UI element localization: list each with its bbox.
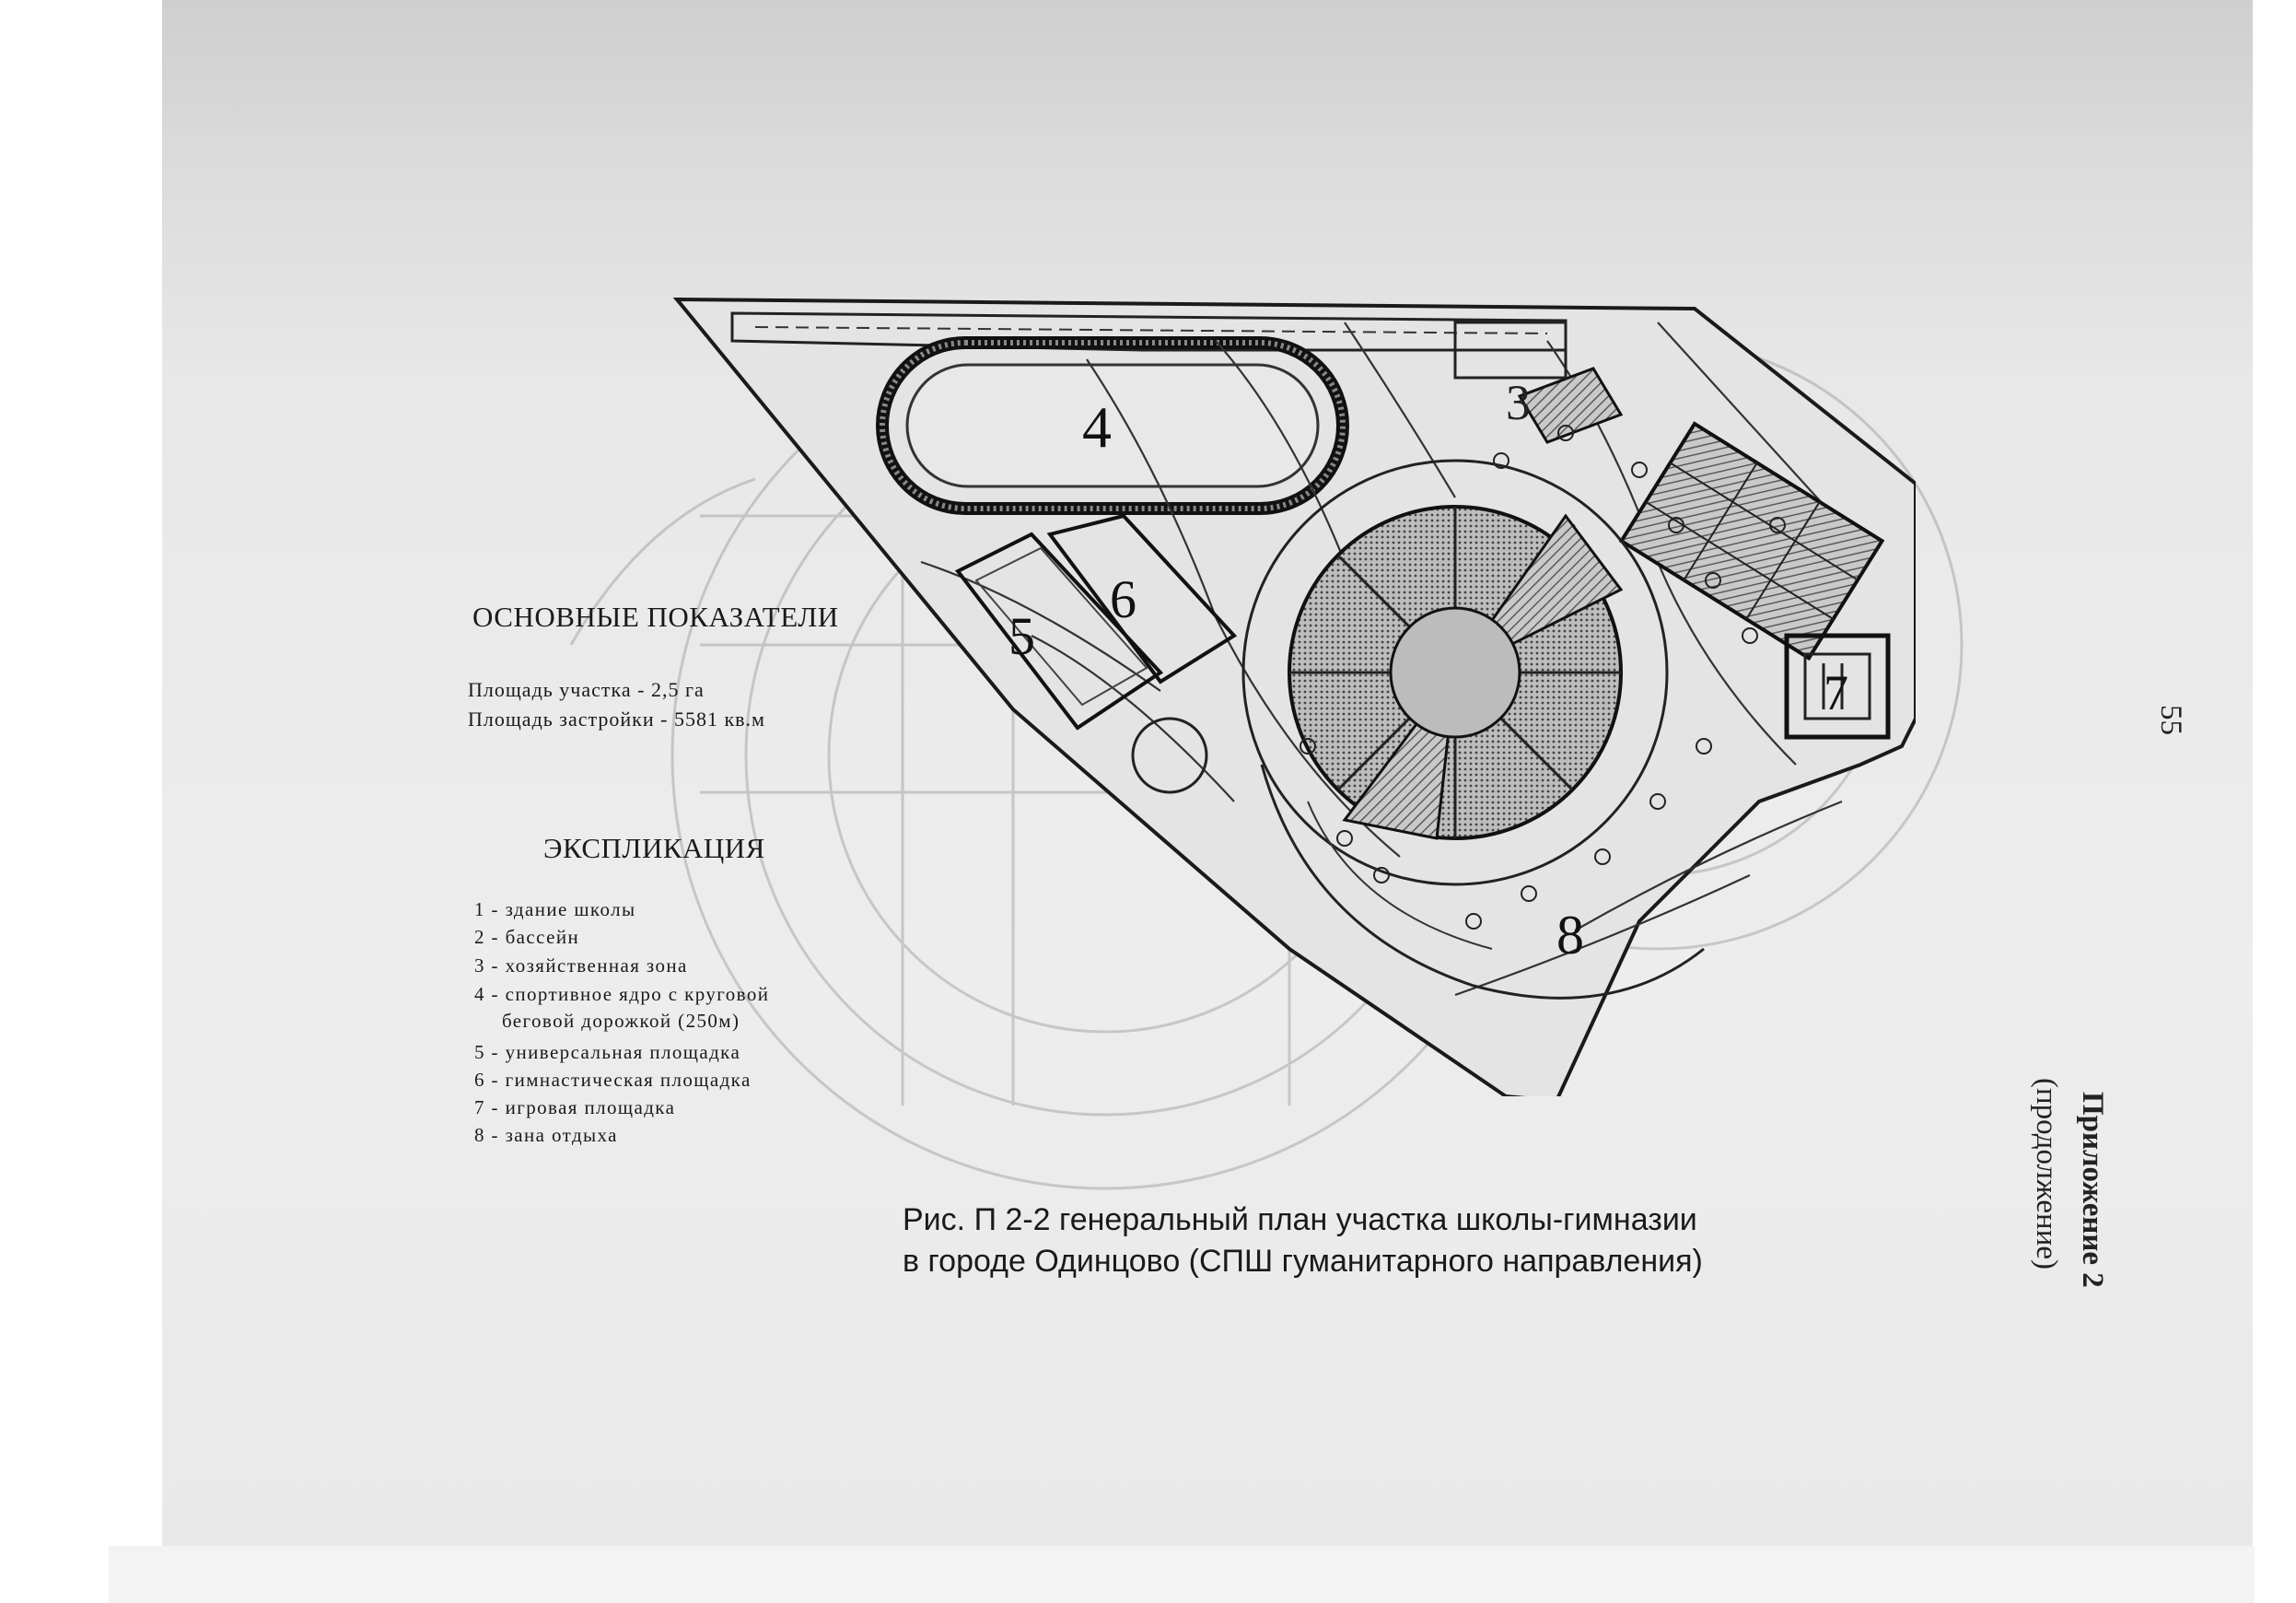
page-number: 55 [2154, 705, 2187, 735]
figure-caption-line-1: Рис. П 2-2 генеральный план участка школы-гимназии [903, 1202, 1697, 1237]
plan-label-6: 6 [1110, 569, 1136, 629]
appendix-subtitle: (продолжение) [2030, 1078, 2063, 1270]
legend-item: 3 - хозяйственная зона [474, 954, 688, 977]
legend-item: 8 - зана отдыха [474, 1124, 618, 1146]
plan-label-4: 4 [1082, 394, 1112, 460]
legend-item: 1 - здание школы [474, 898, 636, 920]
legend-item: 6 - гимнастическая площадка [474, 1069, 752, 1091]
legend-item: 4 - спортивное ядро с круговой [474, 983, 770, 1005]
plan-label-3: 3 [1506, 375, 1531, 430]
explication-heading: ЭКСПЛИКАЦИЯ [543, 832, 765, 864]
indicators-heading: ОСНОВНЫЕ ПОКАЗАТЕЛИ [472, 601, 839, 633]
plan-label-5: 5 [1008, 606, 1035, 666]
plan-label-8: 8 [1556, 905, 1584, 965]
appendix-title: Приложение 2 [2076, 1092, 2109, 1288]
running-track [882, 343, 1343, 509]
scan-bottom-edge [109, 1546, 2255, 1603]
plan-label-7: 7 [1824, 665, 1848, 720]
legend-item: 5 - универсальная площадка [474, 1041, 741, 1063]
indicator-item: Площадь застройки - 5581 кв.м [468, 708, 765, 731]
scan-top-shadow [162, 0, 2253, 127]
site-plan-drawing [645, 286, 1916, 1096]
indicator-item: Площадь участка - 2,5 га [468, 678, 705, 701]
legend-item: 2 - бассейн [474, 926, 580, 948]
legend-item-continuation: беговой дорожкой (250м) [502, 1010, 740, 1032]
figure-caption-line-2: в городе Одинцово (СПШ гуманитарного направления) [903, 1244, 1703, 1279]
legend-item: 7 - игровая площадка [474, 1096, 676, 1118]
